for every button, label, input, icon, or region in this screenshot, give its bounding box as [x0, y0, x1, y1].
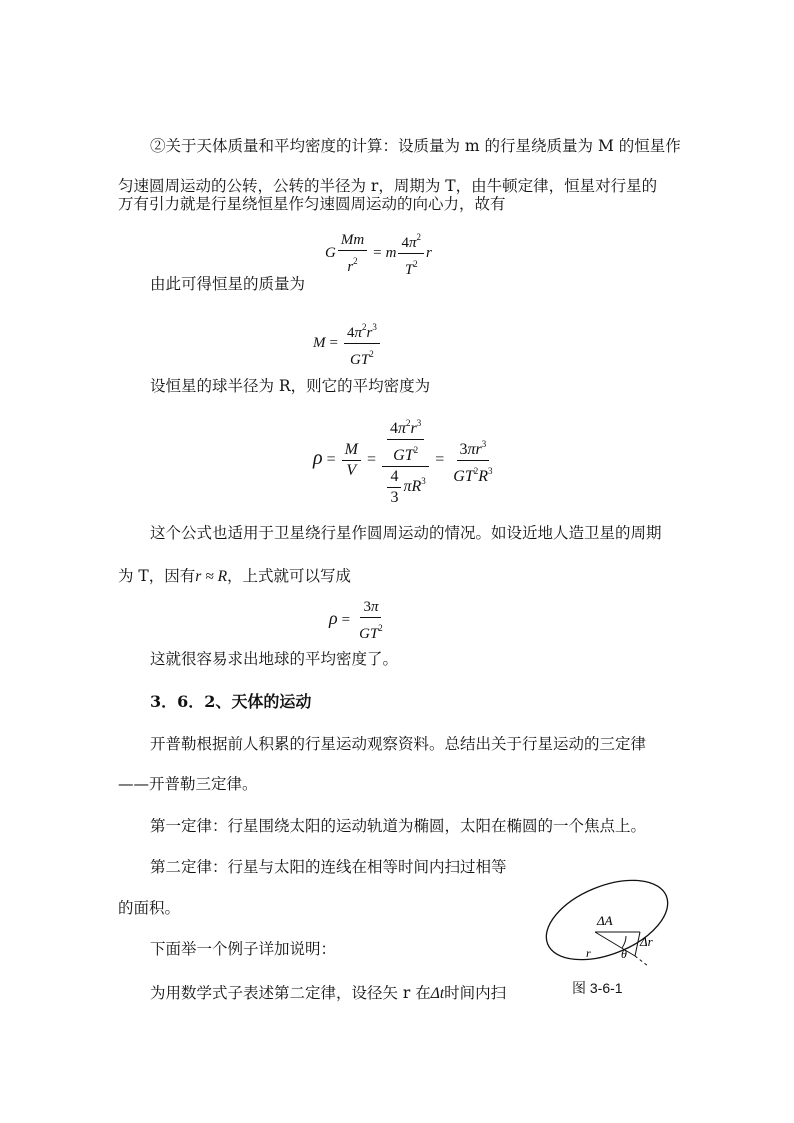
paragraph-line: 开普勒根据前人积累的行星运动观察资料。总结出关于行星运动的三定律 [150, 735, 647, 753]
equation-earth-density: ρ = $\frac{3\pi}{GT^2}$ [329, 599, 383, 642]
section-heading: 3．6．2、天体的运动 [150, 692, 312, 711]
text-span: ，上式就可以写成 [227, 567, 352, 585]
equation-density: ρ = $\frac{M}{V}$ = $\frac{4\pi^2r^3}{GT^2}$ $\frac{4}{3}$ $\pi R^3$ = $\frac{3\pi r^3}{GT^2R^3}$ [313, 414, 498, 507]
text-span: 为用数学式子表述第二定律，设径矢 r 在 [150, 984, 431, 1002]
paragraph-line: ②关于天体质量和平均密度的计算：设质量为 m 的行星绕质量为 M 的恒星作 [150, 137, 681, 155]
orbit-figure [540, 870, 680, 980]
label-area: ΔA [597, 913, 613, 928]
paragraph-line: 由此可得恒星的质量为 [150, 275, 306, 293]
label-dr: Δr [640, 934, 653, 949]
text-span: 时间内扫 [444, 984, 507, 1002]
paragraph-line: 设恒星的球半径为 R，则它的平均密度为 [150, 377, 431, 395]
radius-vector [595, 932, 635, 956]
paragraph-line: 万有引力就是行星绕恒星作匀速圆周运动的向心力，故有 [118, 195, 506, 213]
paragraph-line: ——开普勒三定律。 [118, 775, 258, 793]
paragraph-line [118, 565, 351, 588]
paragraph-line: 匀速圆周运动的公转，公转的半径为 r，周期为 T，由牛顿定律，恒星对行星的 [118, 177, 658, 195]
paragraph-line: 这个公式也适用于卫星绕行星作圆周运动的情况。如设近地人造卫星的周期 [150, 524, 662, 542]
paragraph-line: 第二定律：行星与太阳的连线在相等时间内扫过相等 [150, 858, 507, 876]
paragraph-line: 下面举一个例子详加说明： [150, 940, 337, 958]
text-span: 为 T，因有 [118, 567, 196, 585]
paragraph-line: 这就很容易求出地球的平均密度了。 [150, 650, 399, 668]
extension-dashed-line [635, 956, 648, 966]
figure-caption: 图 3-6-1 [572, 980, 623, 996]
paragraph-line [150, 982, 506, 1005]
equation-gravity: G $\frac{Mm}{r^2}$ = m $\frac{4\pi^2}{T^2}$ r [325, 228, 432, 279]
paragraph-line: 第一定律：行星围绕太阳的运动轨道为椭圆，太阳在椭圆的一个焦点上。 [150, 817, 647, 835]
paragraph-line: 的面积。 [118, 899, 181, 917]
delta-t-symbol: Δt [430, 985, 445, 1002]
approx-expression: r ≈ R [195, 568, 228, 585]
label-theta: θ [621, 947, 627, 961]
label-r: r [586, 946, 591, 960]
equation-mass: M = $\frac{4\pi^2r^3}{GT^2}$ [313, 318, 382, 369]
